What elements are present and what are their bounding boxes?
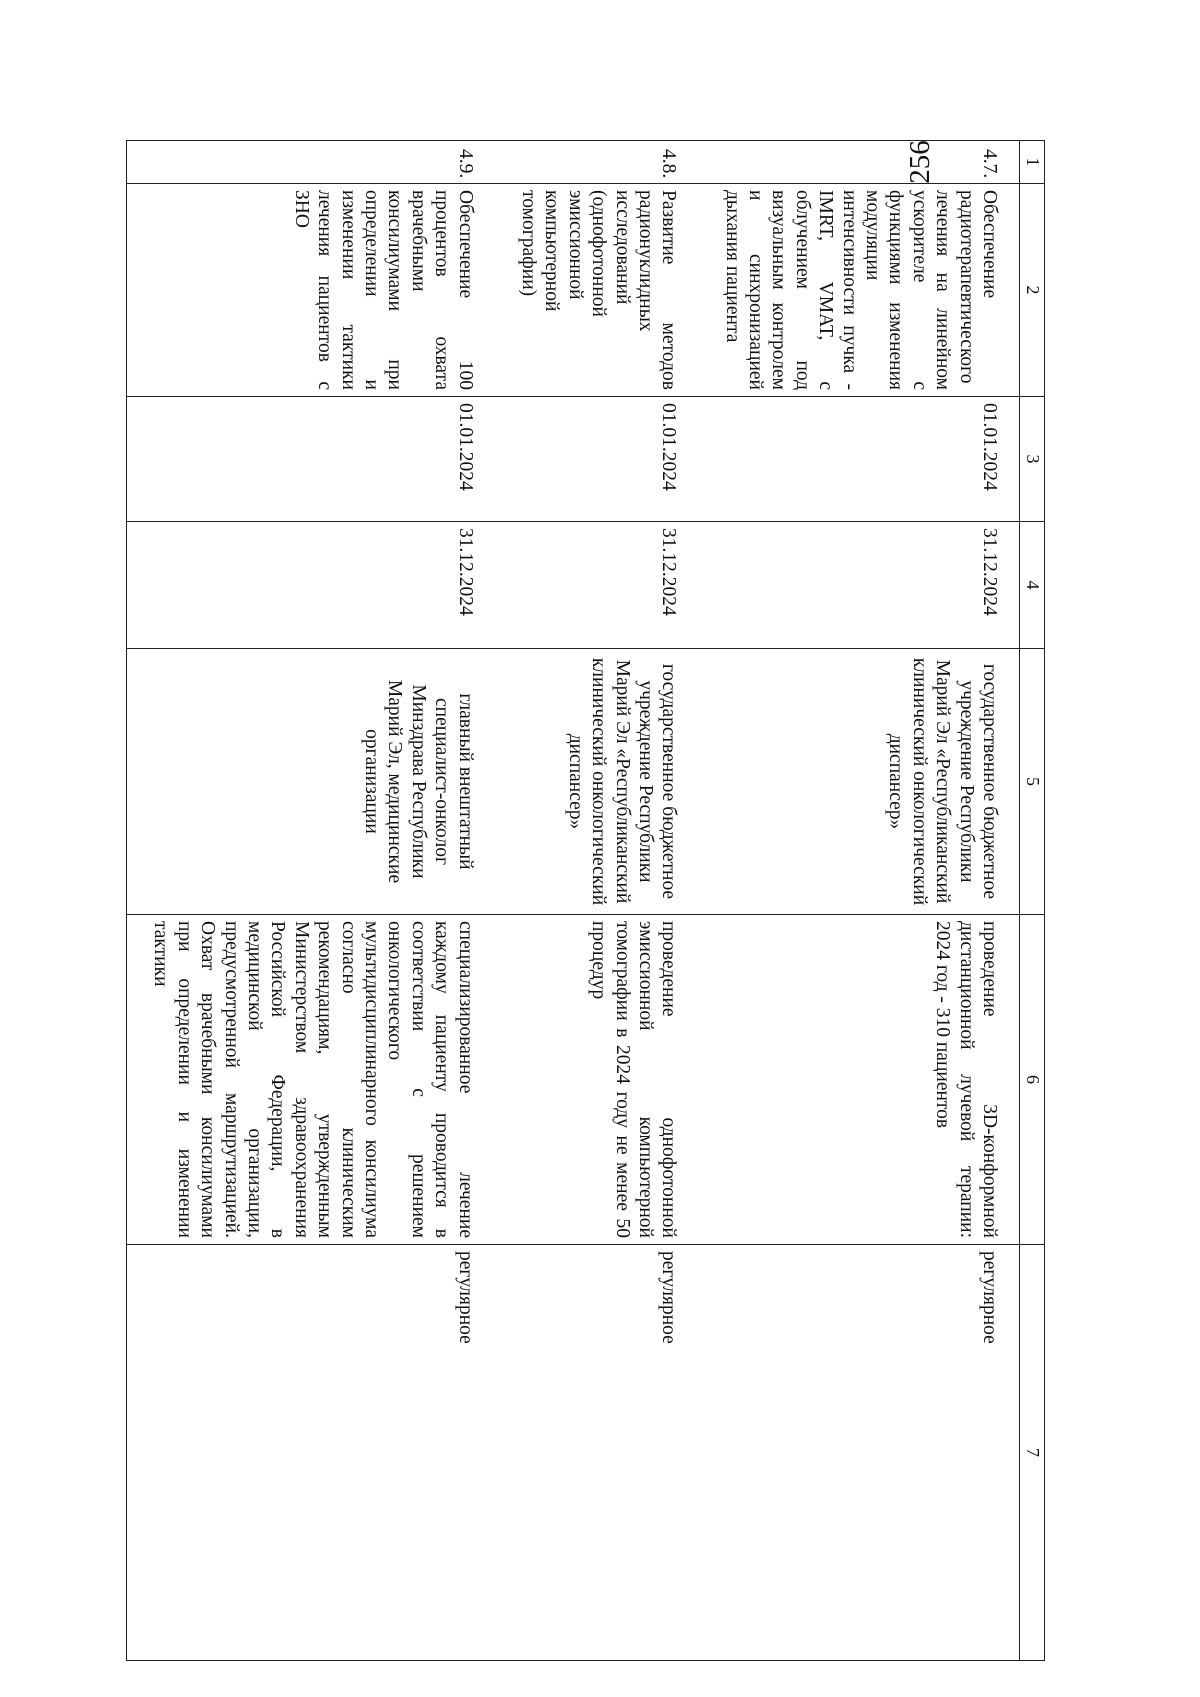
header-col-7: 7 (1020, 1245, 1045, 1661)
row-number: 4.7. (698, 141, 1019, 184)
header-col-1: 1 (1020, 141, 1045, 184)
start-date: 01.01.2024 (698, 397, 1019, 522)
row-number: 4.9. (127, 141, 495, 184)
plan-table (126, 140, 1045, 1661)
table-row (698, 141, 1019, 1661)
start-date: 01.01.2024 (127, 397, 495, 522)
start-date: 01.01.2024 (495, 397, 699, 522)
header-col-2: 2 (1020, 184, 1045, 397)
measure-name: Обеспечение радиотерапевтического лечения на линейном ускорителе с функциями изменения модуляции интенсивности пучка - IMRT, VMAT, с облучением под визуальным контролем и синхронизацией дыхания пациента (698, 184, 1019, 397)
measure-name: Обеспечение 100 процентов охвата врачебными консилиумами при определении и изменении тактики лечения пациентов с ЗНО (127, 184, 495, 397)
landscape-table-container (150, 140, 1045, 1660)
expected-result: проведение однофотонной эмиссионной компьютерной томографии в 2024 году не менее 50 процедур (495, 915, 699, 1245)
end-date: 31.12.2024 (495, 522, 699, 649)
responsible-org: главный внештатный специалист-онколог Минздрава Республики Марий Эл, медицинские организации (127, 649, 495, 915)
measure-type: регулярное (495, 1245, 699, 1661)
table-row (495, 141, 699, 1661)
page-number: 256 (903, 140, 936, 184)
end-date: 31.12.2024 (127, 522, 495, 649)
end-date: 31.12.2024 (698, 522, 1019, 649)
responsible-org: государственное бюджетное учреждение Республики Марий Эл «Республиканский клинический онкологический диспансер» (698, 649, 1019, 915)
responsible-org: государственное бюджетное учреждение Республики Марий Эл «Республиканский клинический онкологический диспансер» (495, 649, 699, 915)
header-col-6: 6 (1020, 915, 1045, 1245)
table-header-row (1020, 141, 1045, 1661)
table-row (127, 141, 495, 1661)
header-col-3: 3 (1020, 397, 1045, 522)
measure-name: Развитие методов радионуклидных исследований (однофотонной эмиссионной компьютерной томографии) (495, 184, 699, 397)
measure-type: регулярное (698, 1245, 1019, 1661)
header-col-5: 5 (1020, 649, 1045, 915)
expected-result: специализированное лечение каждому пациенту проводится в соответствии с решением онкологического мультидисциплинарного консилиума согласно клиническим рекомендациям, утвержденным Министерством здравоохранения Российской Федерации, в медицинской организации, предусмотренной маршрутизацией. Охват врачебными консилиумами при определении и изменении тактики (127, 915, 495, 1245)
header-col-4: 4 (1020, 522, 1045, 649)
expected-result: проведение 3D-конформной дистанционной лучевой терапии: 2024 год - 310 пациентов (698, 915, 1019, 1245)
measure-type: регулярное (127, 1245, 495, 1661)
row-number: 4.8. (495, 141, 699, 184)
